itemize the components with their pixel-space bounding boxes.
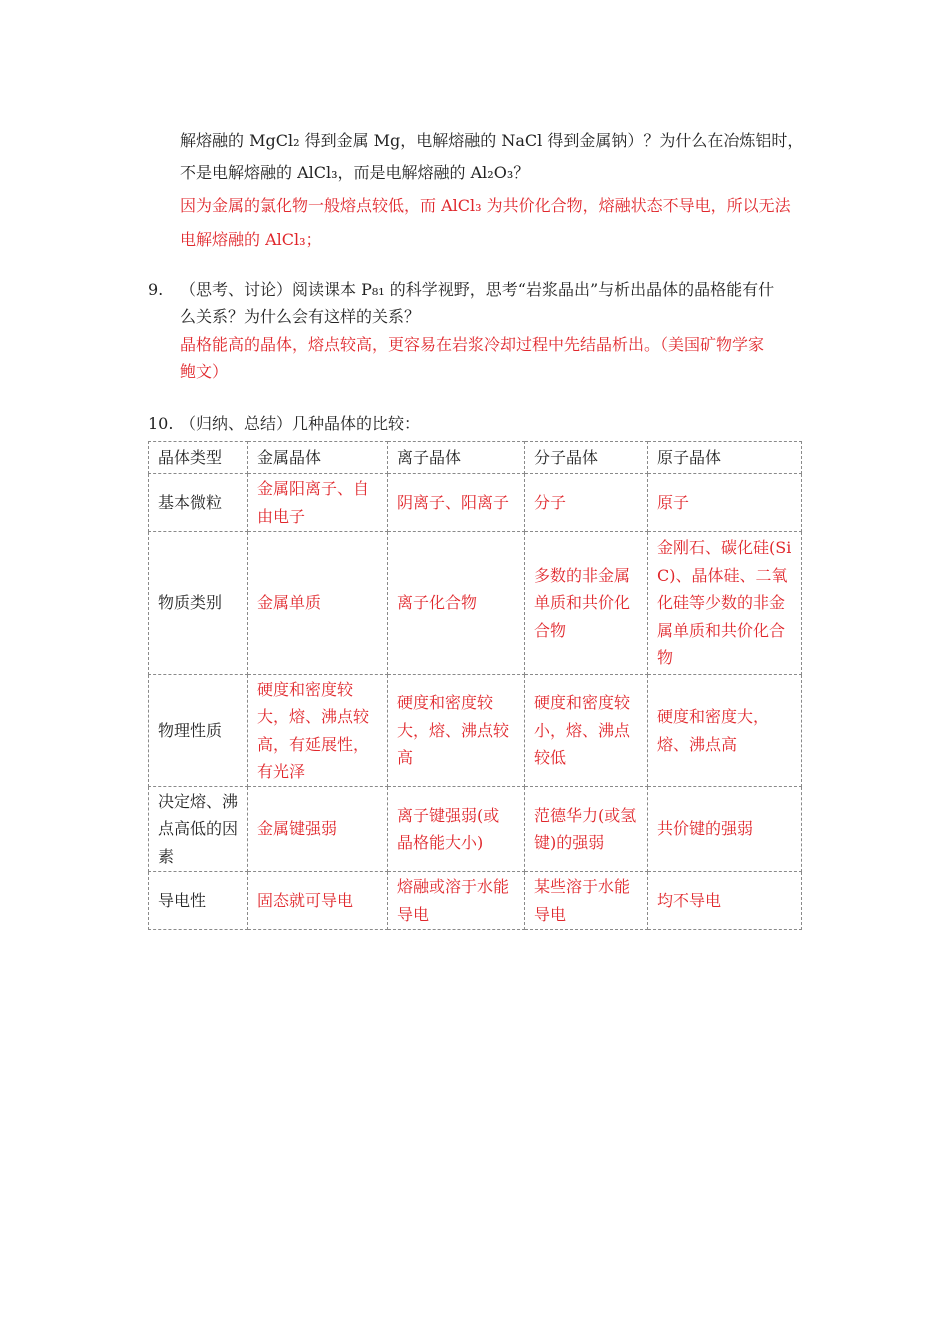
table-header-cell: 金属晶体 <box>248 442 388 474</box>
table-cell: 某些溶于水能导电 <box>525 872 648 930</box>
question-10-number: 10. <box>148 414 174 433</box>
table-row <box>149 872 802 930</box>
question-9-number: 9. <box>148 280 164 299</box>
table-cell: 阴离子、阳离子 <box>388 474 525 532</box>
table-row <box>149 532 802 675</box>
table-cell: 离子化合物 <box>388 532 525 675</box>
row-label: 导电性 <box>149 872 248 930</box>
intro-answer-line-1: 因为金属的氯化物一般熔点较低，而 AlCl₃ 为共价化合物，熔融状态不导电，所以无法 <box>180 196 791 215</box>
table-header-cell: 离子晶体 <box>388 442 525 474</box>
table-cell: 范德华力(或氢键)的强弱 <box>525 787 648 872</box>
table-row <box>149 787 802 872</box>
table-row <box>149 474 802 532</box>
table-cell: 离子键强弱(或晶格能大小) <box>388 787 525 872</box>
table-header-cell: 原子晶体 <box>648 442 802 474</box>
row-label: 物质类别 <box>149 532 248 675</box>
table-cell: 固态就可导电 <box>248 872 388 930</box>
intro-answer-line-2: 电解熔融的 AlCl₃； <box>180 230 322 249</box>
table-cell: 原子 <box>648 474 802 532</box>
table-header-cell: 晶体类型 <box>149 442 248 474</box>
table-row <box>149 675 802 787</box>
table-cell: 共价键的强弱 <box>648 787 802 872</box>
table-cell: 金属阳离子、自由电子 <box>248 474 388 532</box>
question-10-title: （归纳、总结）几种晶体的比较： <box>180 414 421 433</box>
question-9-answer-line-1: 晶格能高的晶体，熔点较高，更容易在岩浆冷却过程中先结晶析出。（美国矿物学家 <box>180 335 765 354</box>
question-9-answer-line-2: 鲍文） <box>180 362 229 381</box>
row-label: 决定熔、沸点高低的因素 <box>149 787 248 872</box>
intro-line-2: 不是电解熔融的 AlCl₃，而是电解熔融的 Al₂O₃？ <box>180 163 530 182</box>
row-label: 物理性质 <box>149 675 248 787</box>
intro-line-1: 解熔融的 MgCl₂ 得到金属 Mg，电解熔融的 NaCl 得到金属钠）？为什么在冶炼铝时， <box>180 131 804 150</box>
table-cell: 多数的非金属单质和共价化合物 <box>525 532 648 675</box>
table-cell: 均不导电 <box>648 872 802 930</box>
table-cell: 硬度和密度大，熔、沸点高 <box>648 675 802 787</box>
question-9-line-1: （思考、讨论）阅读课本 P₈₁ 的科学视野，思考“岩浆晶出”与析出晶体的晶格能有什 <box>180 280 775 299</box>
table-header-row <box>149 442 802 474</box>
table-cell: 硬度和密度较大，熔、沸点较高 <box>388 675 525 787</box>
table-cell: 分子 <box>525 474 648 532</box>
table-cell: 硬度和密度较小，熔、沸点较低 <box>525 675 648 787</box>
table-cell: 熔融或溶于水能导电 <box>388 872 525 930</box>
table-cell: 硬度和密度较大，熔、沸点较高，有延展性，有光泽 <box>248 675 388 787</box>
row-label: 基本微粒 <box>149 474 248 532</box>
question-9-line-2: 么关系？为什么会有这样的关系？ <box>180 307 421 326</box>
table-header-cell: 分子晶体 <box>525 442 648 474</box>
table-cell: 金属键强弱 <box>248 787 388 872</box>
table-cell: 金属单质 <box>248 532 388 675</box>
table-cell: 金刚石、碳化硅(SiC)、晶体硅、二氧化硅等少数的非金属单质和共价化合物 <box>648 532 802 675</box>
crystal-comparison-table <box>148 441 802 930</box>
